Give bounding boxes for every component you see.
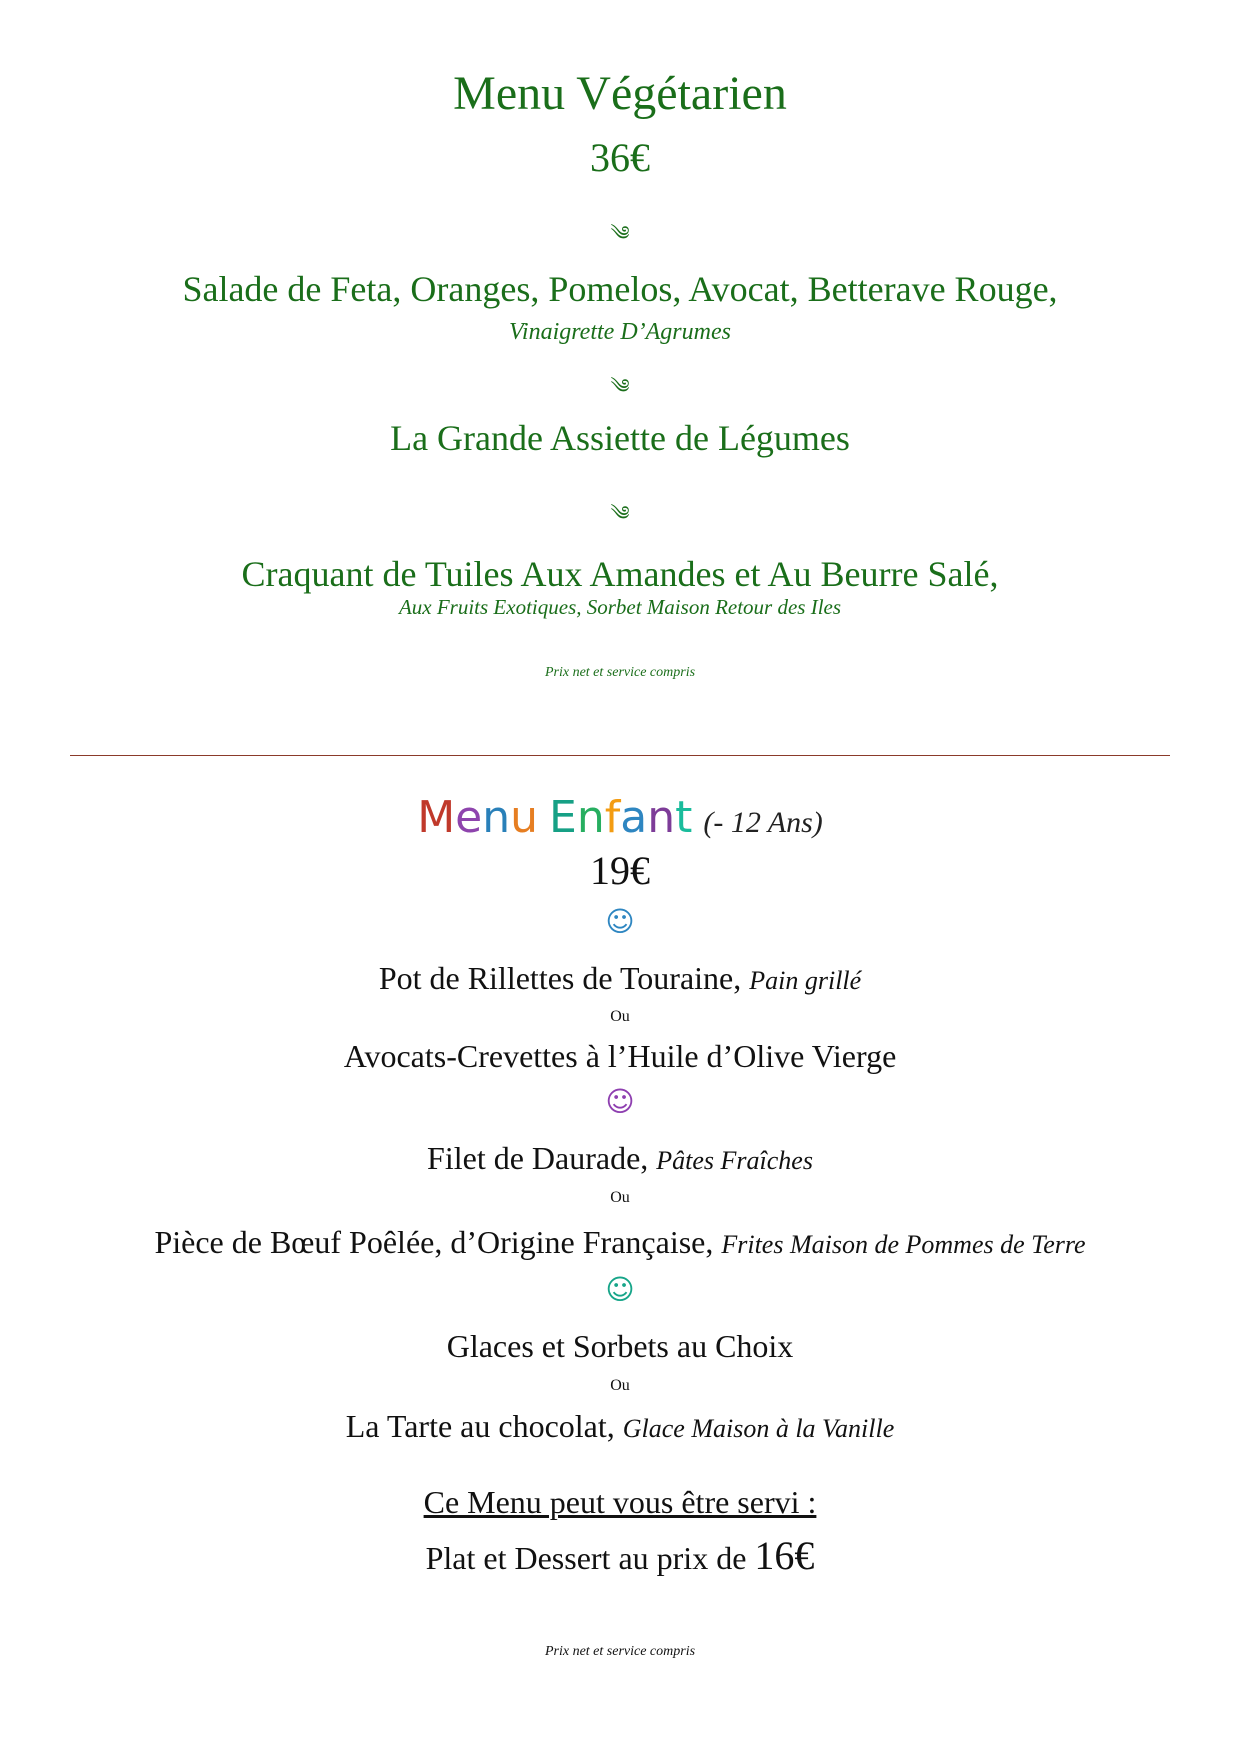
- or-label: Ou: [610, 1377, 630, 1394]
- ornament-icon: ༄: [610, 376, 630, 398]
- ornament-icon: ༄: [610, 503, 630, 525]
- smiley-icon: ☺: [605, 905, 635, 938]
- children-main-1-detail: Pâtes Fraîches: [656, 1146, 813, 1175]
- title-letter: a: [620, 792, 648, 843]
- children-starter-1-name: Pot de Rillettes de Touraine,: [378, 960, 742, 996]
- title-letter: E: [549, 792, 577, 843]
- vegetarian-dessert-detail: Aux Fruits Exotiques, Sorbet Maison Retour des Iles: [398, 595, 842, 619]
- title-letter: f: [604, 792, 621, 843]
- section-divider: [70, 755, 1170, 756]
- or-label: Ou: [610, 1189, 630, 1206]
- or-label: Ou: [610, 1008, 630, 1025]
- children-main-2-name: Pièce de Bœuf Poêlée, d’Origine Française,: [154, 1224, 714, 1260]
- title-letter: n: [576, 792, 605, 843]
- title-letter: t: [675, 792, 693, 843]
- children-dessert-1: Glaces et Sorbets au Choix: [446, 1328, 794, 1364]
- title-letter: u: [510, 792, 539, 843]
- children-option-price: 16€: [754, 1533, 815, 1578]
- children-main-2-detail: Frites Maison de Pommes de Terre: [721, 1230, 1086, 1259]
- children-option-line: [0, 1533, 1240, 1578]
- title-letter: e: [455, 792, 483, 843]
- children-menu-price: 19€: [590, 848, 650, 893]
- vegetarian-menu-price: 36€: [590, 135, 650, 180]
- children-starter-2: Avocats-Crevettes à l’Huile d’Olive Vierge: [343, 1038, 897, 1074]
- children-menu-title: [0, 792, 1240, 843]
- children-starter-1: [0, 962, 1240, 994]
- vegetarian-menu-title: Menu Végétarien: [453, 67, 787, 120]
- vegetarian-starter: Salade de Feta, Oranges, Pomelos, Avocat, Betterave Rouge,: [182, 269, 1058, 309]
- menu-word: [417, 793, 538, 842]
- vegetarian-dessert: Craquant de Tuiles Aux Amandes et Au Beurre Salé,: [241, 554, 999, 594]
- children-option-title: Ce Menu peut vous être servi :: [423, 1484, 817, 1520]
- smiley-icon: ☺: [605, 1085, 635, 1118]
- vegetarian-starter-detail: Vinaigrette D’Agrumes: [509, 319, 731, 345]
- children-main-2: [0, 1226, 1240, 1258]
- enfant-word: [549, 793, 692, 842]
- title-letter: n: [647, 792, 676, 843]
- children-dessert-2-detail: Glace Maison à la Vanille: [622, 1414, 895, 1443]
- children-main-1-name: Filet de Daurade,: [427, 1140, 649, 1176]
- children-price-note: Prix net et service compris: [544, 1644, 696, 1659]
- title-letter: n: [482, 792, 511, 843]
- vegetarian-price-note: Prix net et service compris: [544, 665, 696, 680]
- vegetarian-main: La Grande Assiette de Légumes: [390, 418, 850, 458]
- children-dessert-2-name: La Tarte au chocolat,: [345, 1408, 615, 1444]
- children-option-text: Plat et Dessert au prix de: [425, 1540, 747, 1576]
- children-dessert-2: [0, 1410, 1240, 1442]
- children-menu-age: (- 12 Ans): [703, 806, 823, 839]
- smiley-icon: ☺: [605, 1273, 635, 1306]
- children-main-1: [0, 1142, 1240, 1174]
- title-letter: M: [417, 792, 456, 843]
- children-starter-1-detail: Pain grillé: [749, 966, 862, 995]
- ornament-icon: ༄: [610, 223, 630, 245]
